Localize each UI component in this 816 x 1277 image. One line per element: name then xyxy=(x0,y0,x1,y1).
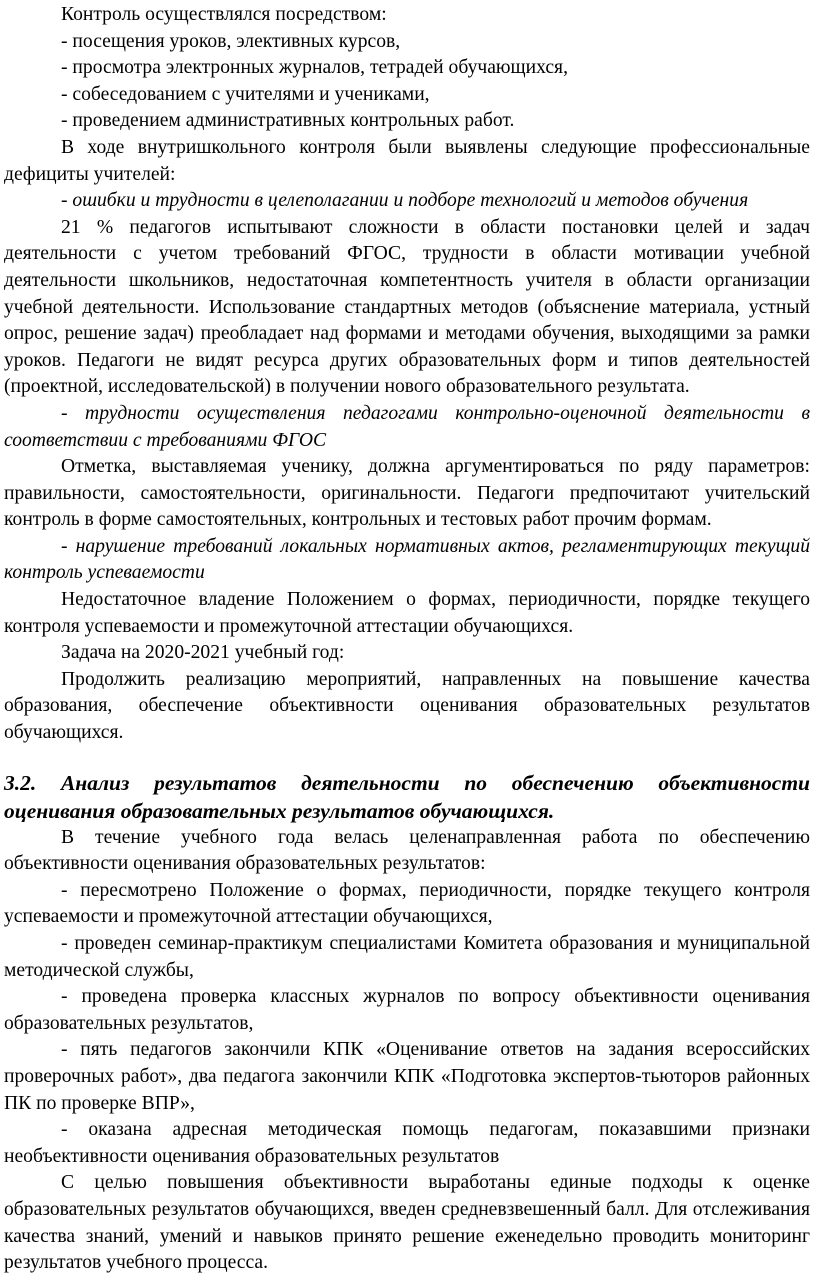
deficits-intro: В ходе внутришкольного контроля были выявлены следующие профессиональные дефициты учителей: xyxy=(4,136,810,185)
control-intro: Контроль осуществлялся посредством: xyxy=(61,4,387,25)
deficit-text: 21 % педагогов испытывают сложности в области постановки целей и задач деятельности с учетом требований ФГОС, трудности в области мотивации учебной деятельности школьников, недостаточная компетентность учителя в области организации учебной деятельности. Использование стандартных методов (объяснение материала, устный опрос, решение задач) преобладает над формами и методами обучения, выходящими за рамки уроков. Педагоги не видят ресурса других образовательных форм и типов деятельностей (проектной, исследовательской) в получении нового образовательного результата. xyxy=(4,216,810,398)
conclusion-text: С целью повышения объективности выработаны единые подходы к оценке образовательных результатов обучающихся, введен средневзвешенный балл. Для отслеживания качества знаний, умений и навыков принято решение еженедельно проводить мониторинг результатов учебного процесса. xyxy=(4,1172,810,1274)
deficit-text: Недостаточное владение Положением о формах, периодичности, порядке текущего контроля успеваемости и промежуточной аттестации обучающихся. xyxy=(4,589,810,637)
measure-item: - проведен семинар-практикум специалистами Комитета образования и муниципальной методической службы, xyxy=(4,933,810,981)
measure-item: - проведена проверка классных журналов по вопросу объективности оценивания образовательных результатов, xyxy=(4,986,810,1034)
control-item: - собеседованием с учителями и учениками, xyxy=(61,83,430,105)
section-heading: 3.2. Анализ результатов деятельности по обеспечению объективности оценивания образовательных результатов обучающихся. xyxy=(4,770,810,823)
deficit-title: - нарушение требований локальных нормативных актов, регламентирующих текущий контроль успеваемости xyxy=(4,535,810,584)
measure-item: - оказана адресная методическая помощь педагогам, показавшими признаки необъективности оценивания образовательных результатов xyxy=(4,1119,810,1167)
deficit-text: Отметка, выставляемая ученику, должна аргументироваться по ряду параметров: правильности, самостоятельности, оригинальности. Педагоги предпочитают учительский контроль в форме самостоятельных, контрольных и тестовых работ прочим формам. xyxy=(4,456,810,531)
measure-item: - пять педагогов закончили КПК «Оценивание ответов на задания всероссийских проверочных работ», два педагога закончили КПК «Подготовка экспертов-тьюторов районных ПК по проверке ВПР», xyxy=(4,1039,810,1114)
measure-item: - пересмотрено Положение о формах, периодичности, порядке текущего контроля успеваемости и промежуточной аттестации обучающихся, xyxy=(4,879,810,928)
control-item: - просмотра электронных журналов, тетрадей обучающихся, xyxy=(61,57,568,79)
deficit-title: - ошибки и трудности в целеполагании и подборе технологий и методов обучения xyxy=(61,190,749,212)
deficit-title: - трудности осуществления педагогами контрольно-оценочной деятельности в соответствии с требованиями ФГОС xyxy=(4,402,810,451)
section-intro: В течение учебного года велась целенаправленная работа по обеспечению объективности оценивания образовательных результатов: xyxy=(4,826,810,875)
task-title: Задача на 2020-2021 учебный год: xyxy=(61,642,345,664)
document-page xyxy=(4,2,810,1277)
control-item: - посещения уроков, элективных курсов, xyxy=(61,30,401,52)
task-text: Продолжить реализацию мероприятий, направленных на повышение качества образования, обеспечение объективности оценивания образовательных результатов обучающихся. xyxy=(4,668,810,744)
control-item: - проведением административных контрольных работ. xyxy=(61,110,515,132)
